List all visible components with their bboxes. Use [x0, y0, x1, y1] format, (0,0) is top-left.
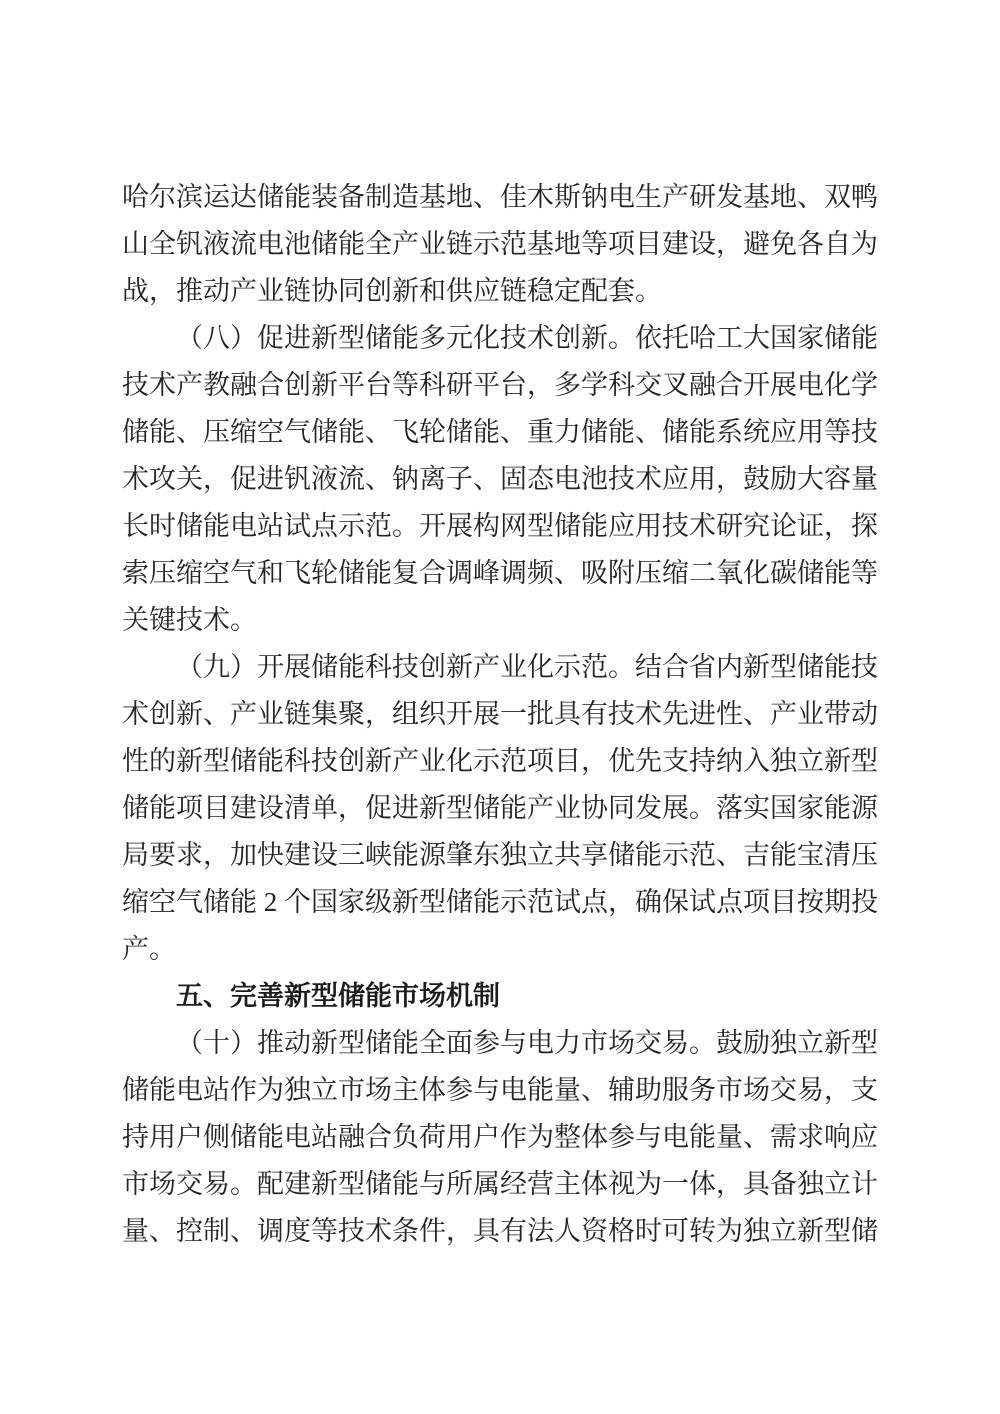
document-text-block — [122, 174, 878, 1255]
paragraph-clause-9: （九）开展储能科技创新产业化示范。结合省内新型储能技术创新、产业链集聚，组织开展一批具有技术先进性、产业带动性的新型储能科技创新产业化示范项目，优先支持纳入独立新型储能项目建设清单，促进新型储能产业协同发展。落实国家能源局要求，加快建设三峡能源肇东独立共享储能示范、吉能宝清压缩空气储能 2 个国家级新型储能示范试点，确保试点项目按期投产。 — [122, 652, 878, 964]
paragraph-clause-10: （十）推动新型储能全面参与电力市场交易。鼓励独立新型储能电站作为独立市场主体参与电能量、辅助服务市场交易，支持用户侧储能电站融合负荷用户作为整体参与电能量、需求响应市场交易。配建新型储能与所属经营主体视为一体，具备独立计量、控制、调度等技术条件，具有法人资格时可转为独立新型储 — [122, 1028, 878, 1246]
paragraph-clause-8: （八）促进新型储能多元化技术创新。依托哈工大国家储能技术产教融合创新平台等科研平台，多学科交叉融合开展电化学储能、压缩空气储能、飞轮储能、重力储能、储能系统应用等技术攻关，促进钒液流、钠离子、固态电池技术应用，鼓励大容量长时储能电站试点示范。开展构网型储能应用技术研究论证，探索压缩空气和飞轮储能复合调峰调频、吸附压缩二氧化碳储能等关键技术。 — [122, 323, 878, 635]
section-heading-5: 五、完善新型储能市场机制 — [176, 981, 500, 1011]
paragraph-continuation: 哈尔滨运达储能装备制造基地、佳木斯钠电生产研发基地、双鸭山全钒液流电池储能全产业链示范基地等项目建设，避免各自为战，推动产业链协同创新和供应链稳定配套。 — [122, 182, 878, 306]
